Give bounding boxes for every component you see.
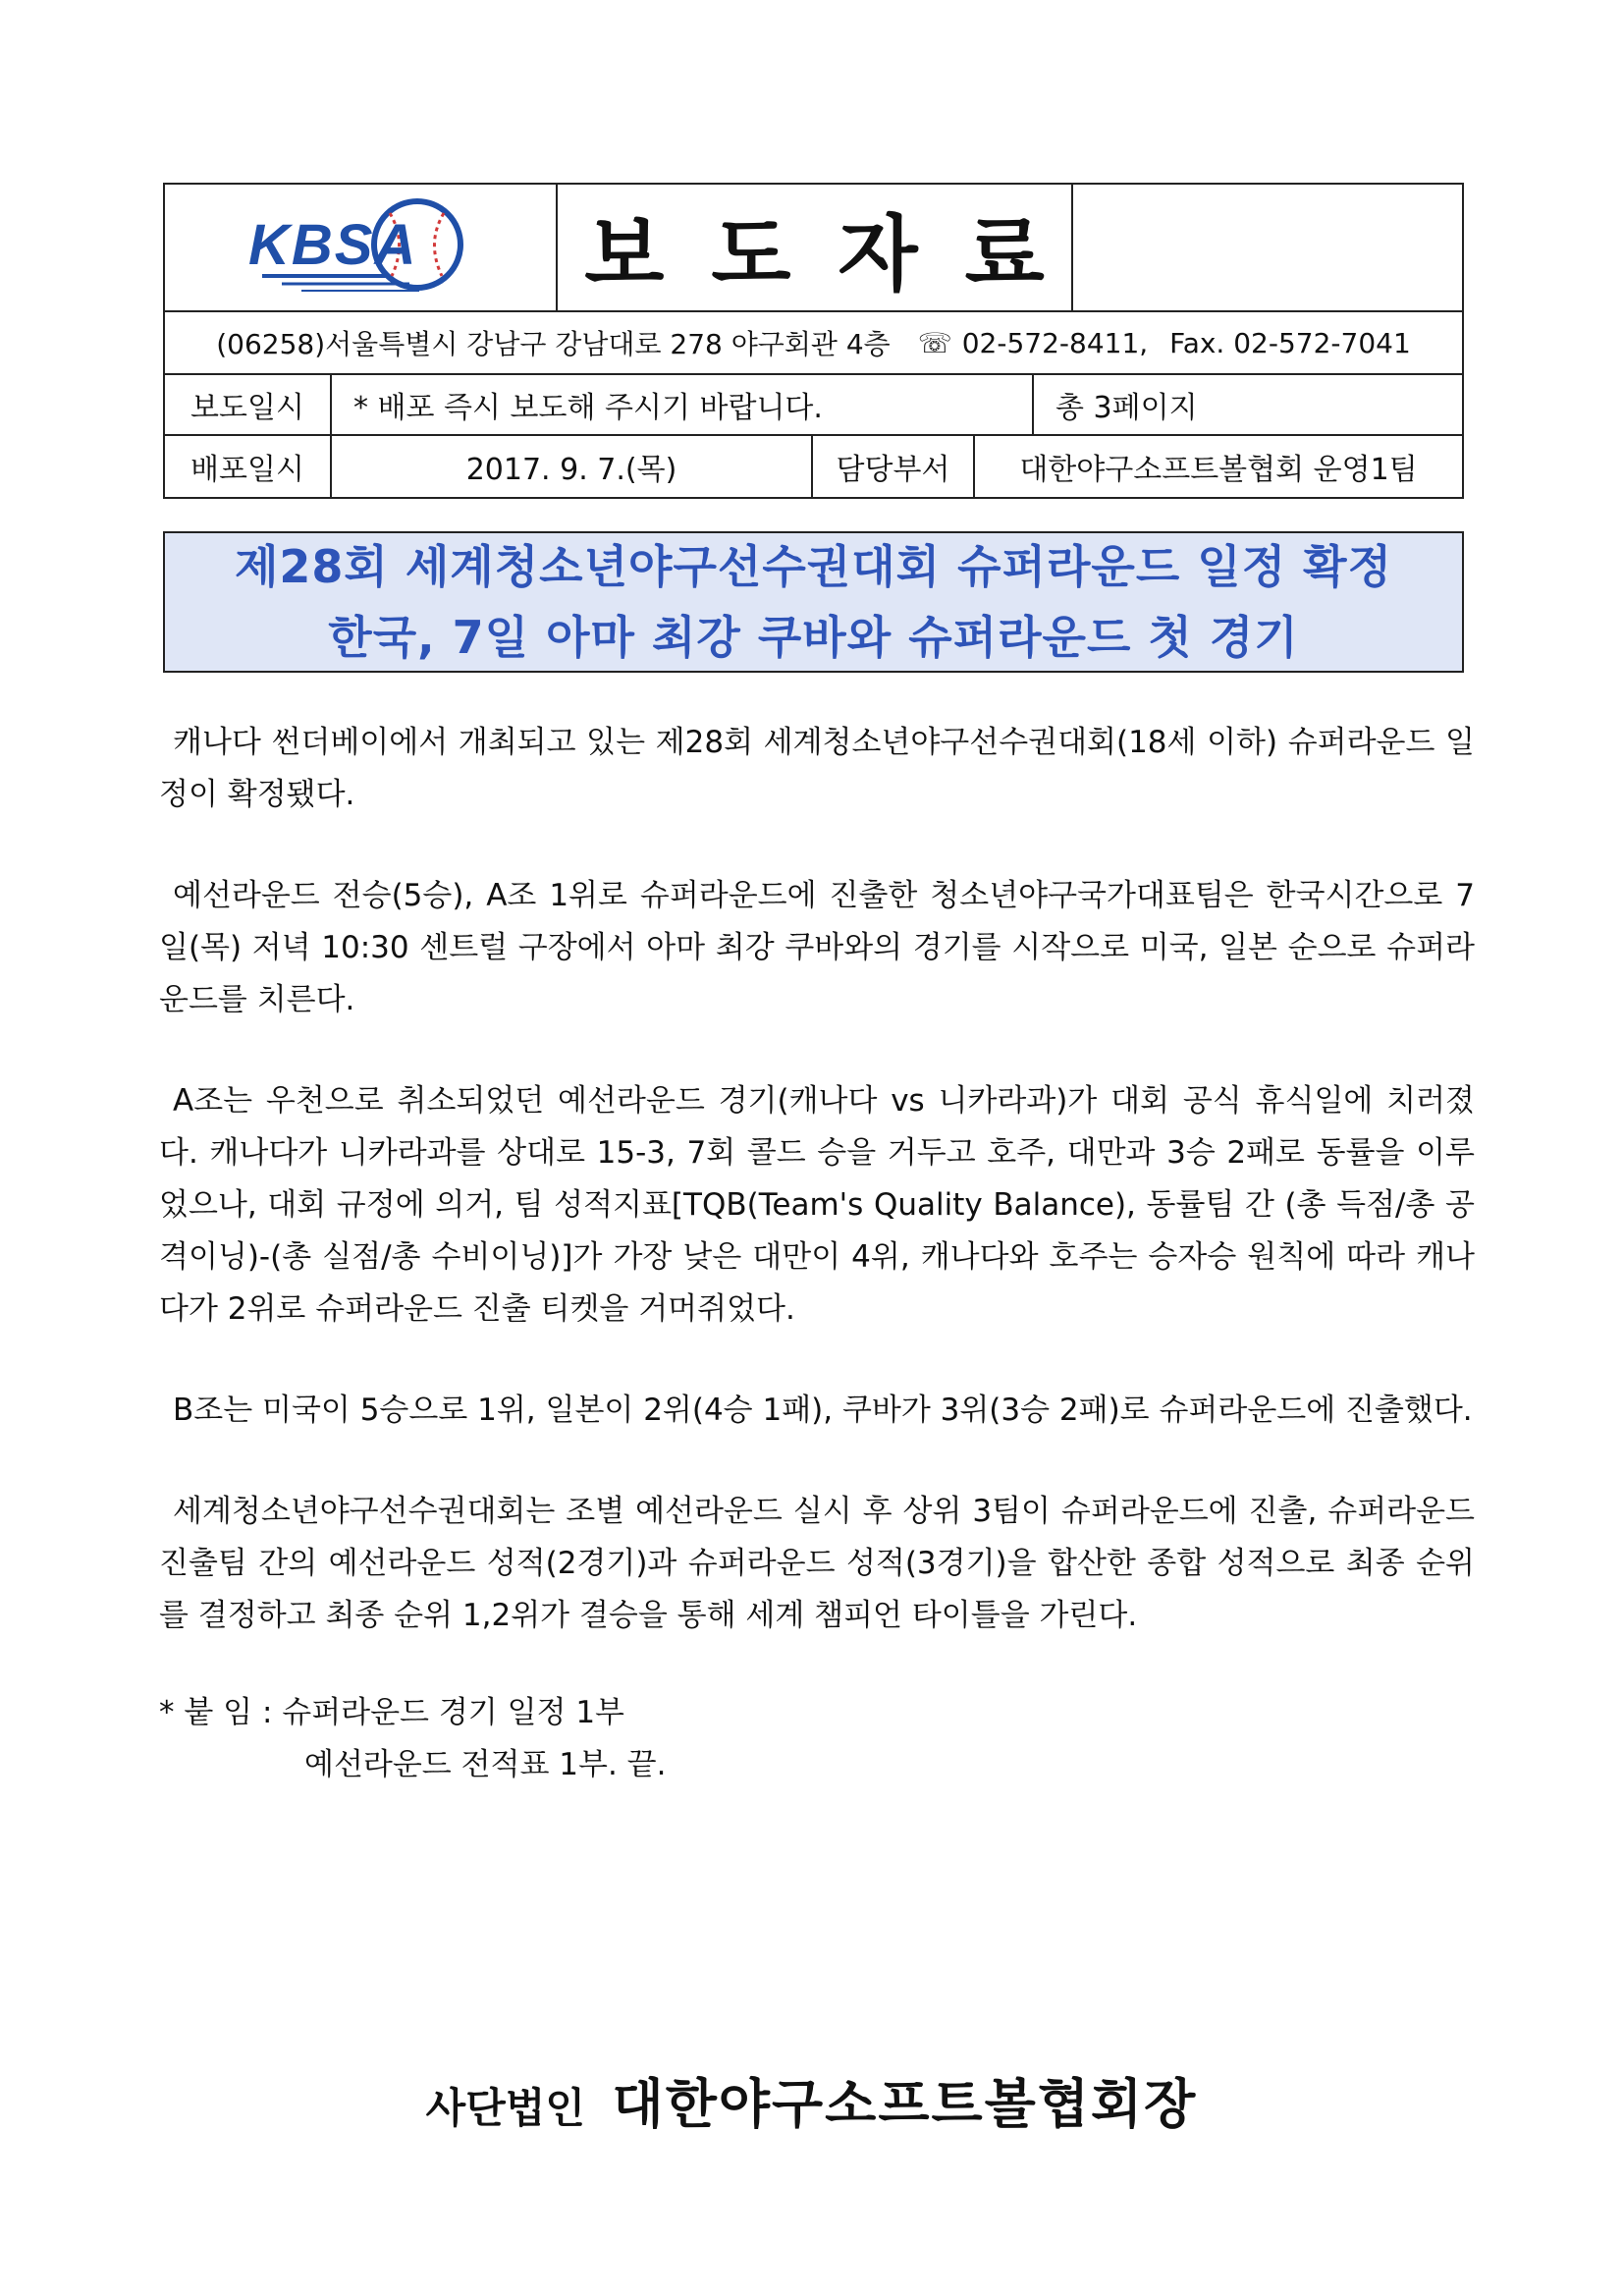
phone-text: 02-572-8411, (961, 326, 1149, 359)
release-date-value: 2017. 9. 7.(목) (332, 436, 813, 497)
report-date-label: 보도일시 (165, 375, 332, 434)
footer-signature (0, 2062, 1623, 2138)
logo-cell (165, 185, 558, 310)
dept-label: 담당부서 (813, 436, 975, 497)
report-date-value: * 배포 즉시 보도해 주시기 바랍니다. (332, 375, 1034, 434)
header-table (163, 183, 1464, 499)
headline-box (163, 531, 1464, 673)
logo-text: KBSA (248, 213, 418, 277)
paragraph-2: 예선라운드 전승(5승), A조 1위로 슈퍼라운드에 진출한 청소년야구국가대표팀은 한국시간으로 7일(목) 저녁 10:30 센트럴 구장에서 아마 최강 쿠바와의 경기를 시작으로 미국, 일본 순으로 슈퍼라운드를 치른다. (159, 878, 1475, 1017)
report-date-row (165, 375, 1462, 436)
kbsa-logo (243, 193, 478, 301)
paragraph-1: 캐나다 썬더베이에서 개최되고 있는 제28회 세계청소년야구선수권대회(18세 이하) 슈퍼라운드 일정이 확정됐다. (159, 725, 1475, 812)
headline-line-1: 제28회 세계청소년야구선수권대회 슈퍼라운드 일정 확정 (234, 540, 1393, 593)
paragraph-5: 세계청소년야구선수권대회는 조별 예선라운드 실시 후 상위 3팀이 슈퍼라운드에 진출, 슈퍼라운드 진출팀 간의 예선라운드 성적(2경기)과 슈퍼라운드 성적(3경기)을 합산한 종합 성적으로 최종 순위를 결정하고 최종 순위 1,2위가 결승을 통해 세계 챔피언 타이틀을 가린다. (159, 1494, 1475, 1633)
footer-org: 대한야구소프트볼협회장 (612, 2073, 1198, 2135)
footer-prefix: 사단법인 (425, 2084, 585, 2132)
blank-cell (1073, 185, 1462, 310)
paragraph-3: A조는 우천으로 취소되었던 예선라운드 경기(캐나다 vs 니카라과)가 대회 공식 휴식일에 치러졌다. 캐나다가 니카라과를 상대로 15-3, 7회 콜드 승을 거두고 호주, 대만과 3승 2패로 동률을 이루었으나, 대회 규정에 의거, 팀 성적지표[TQB(Team's Quality Balance), 동률팀 간 (총 득점/총 공격이닝)-(총 실점/총 수비이닝)]가 가장 낮은 대만이 4위, 캐나다와 호주는 승자승 원칙에 따라 캐나다가 2위로 슈퍼라운드 진출 티켓을 거머쥐었다. (159, 1083, 1475, 1327)
address-cell (165, 312, 1462, 373)
headline-line-2: 한국, 7일 아마 최강 쿠바와 슈퍼라운드 첫 경기 (328, 611, 1299, 664)
attachment-line-1: * 붙 임 : 슈퍼라운드 경기 일정 1부 (159, 1695, 624, 1730)
address-row (165, 312, 1462, 375)
article-body (159, 717, 1475, 1791)
page-title: 보도자료 (584, 205, 1092, 302)
attachments (159, 1687, 1475, 1791)
page-count: 총 3페이지 (1055, 391, 1198, 425)
header-top-row (165, 185, 1462, 312)
title-cell (558, 185, 1092, 310)
dept-value: 대한야구소프트볼협회 운영1팀 (1019, 453, 1418, 487)
attachment-line-2: 예선라운드 전적표 1부. 끝. (304, 1747, 667, 1782)
release-date-row (165, 436, 1462, 497)
address-text: (06258)서울특별시 강남구 강남대로 278 야구회관 4층 (216, 328, 891, 360)
fax-text: Fax. 02-572-7041 (1169, 326, 1411, 359)
paragraph-4: B조는 미국이 5승으로 1위, 일본이 2위(4승 1패), 쿠바가 3위(3승 2패)로 슈퍼라운드에 진출했다. (173, 1393, 1473, 1428)
release-date-label: 배포일시 (165, 436, 332, 497)
phone-icon: ☏ (917, 326, 952, 359)
